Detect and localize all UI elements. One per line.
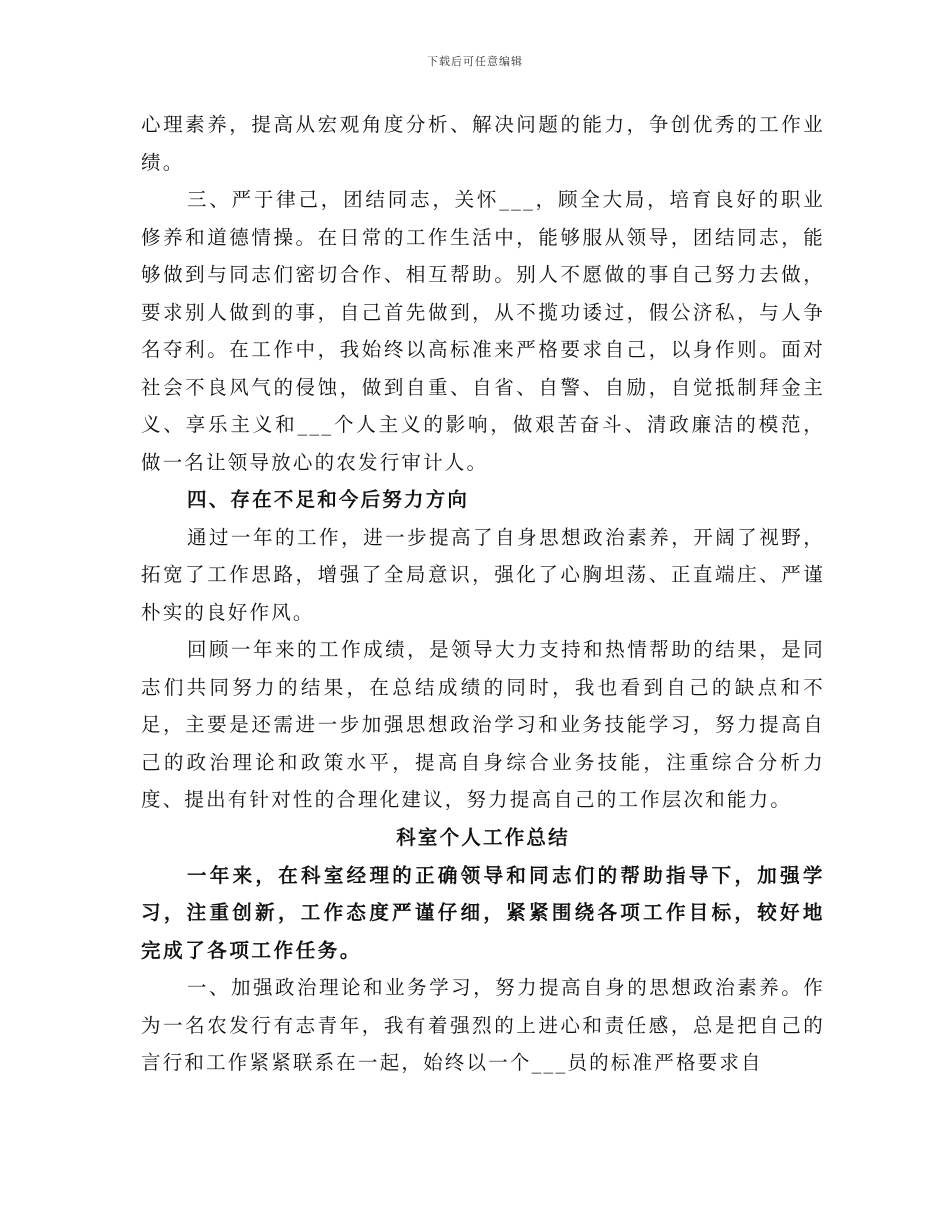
paragraph-progress: 通过一年的工作，进一步提高了自身思想政治素养，开阔了视野，拓宽了工作思路，增强了全局意识，强化了心胸坦荡、正直端庄、严谨朴实的良好作风。 [141,525,825,624]
document-title: 科室个人工作总结 [396,825,570,849]
paragraph-continuation: 心理素养，提高从宏观角度分析、解决问题的能力，争创优秀的工作业绩。 [141,113,825,174]
paragraph-intro: 一年来，在科室经理的正确领导和同志们的帮助指导下，加强学习，注重创新，工作态度严谨仔细，紧紧围绕各项工作目标，较好地完成了各项工作任务。 [141,863,825,962]
document-body [141,106,825,1082]
paragraph-section-three: 三、严于律己，团结同志，关怀___，顾全大局，培育良好的职业修养和道德情操。在日常的工作生活中，能够服从领导，团结同志，能够做到与同志们密切合作、相互帮助。别人不愿做的事自己努力去做，要求别人做到的事，自己首先做到，从不揽功诿过，假公济私，与人争名夺利。在工作中，我始终以高标准来严格要求自己，以身作则。面对社会不良风气的侵蚀，做到自重、自省、自警、自励，自觉抵制拜金主义、享乐主义和___个人主义的影响，做艰苦奋斗、清政廉洁的模范，做一名让领导放心的农发行审计人。 [141,188,825,474]
paragraph-section-one: 一、加强政治理论和业务学习，努力提高自身的思想政治素养。作为一名农发行有志青年，我有着强烈的上进心和责任感，总是把自己的言行和工作紧紧联系在一起，始终以一个___员的标准严格要求自 [141,976,825,1074]
page-header: 下载后可任意编辑 [427,55,523,68]
section-heading-four: 四、存在不足和今后努力方向 [187,488,470,511]
paragraph-review: 回顾一年来的工作成绩，是领导大力支持和热情帮助的结果，是同志们共同努力的结果，在总结成绩的同时，我也看到自己的缺点和不足，主要是还需进一步加强思想政治学习和业务技能学习，努力提高自己的政治理论和政策水平，提高自身综合业务技能，注重综合分析力度、提出有针对性的合理化建议，努力提高自己的工作层次和能力。 [141,638,825,811]
